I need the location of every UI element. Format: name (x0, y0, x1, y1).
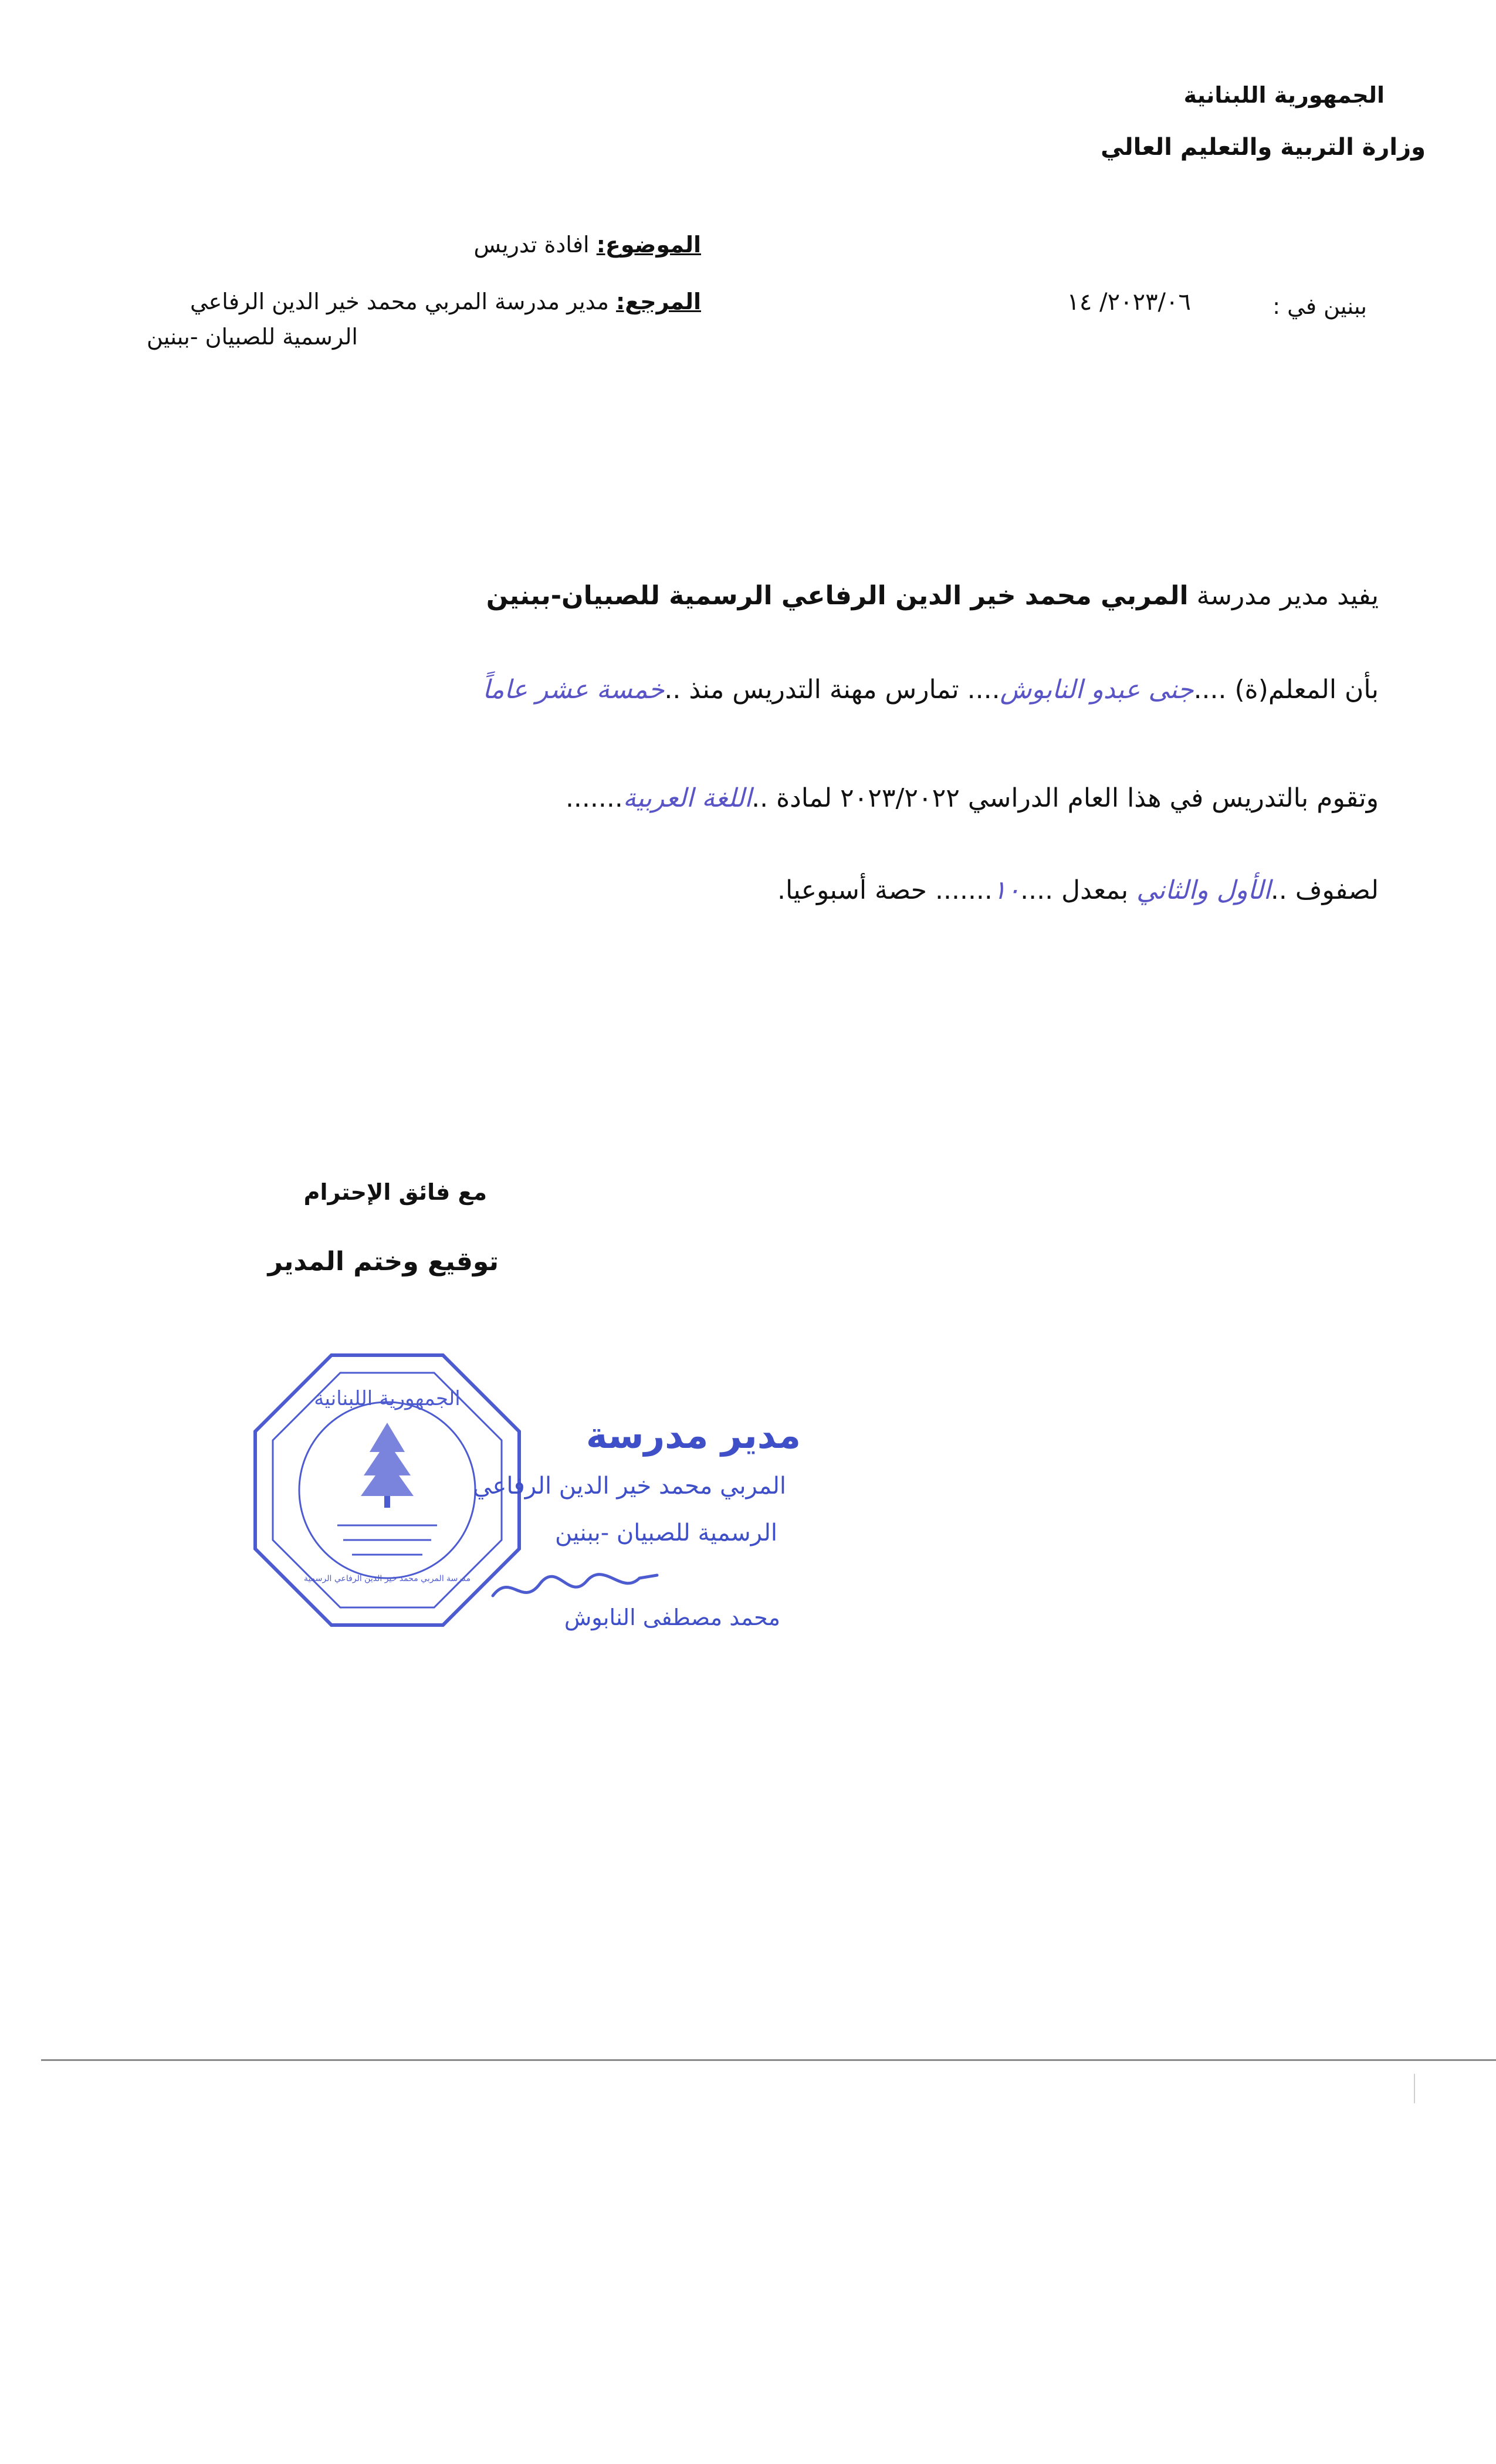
page-divider (41, 2059, 1496, 2061)
dotted-leader: .. (664, 675, 681, 705)
profession-text: تمارس مهنة التدريس منذ (689, 675, 959, 705)
dotted-leader: .. (752, 783, 769, 813)
stamp-school-line: المربي محمد خير الدين الرفاعي (473, 1473, 786, 1500)
teaching-year-text: وتقوم بالتدريس في هذا العام الدراسي ٢٠٢٣/٢٠٢٢ لمادة (776, 783, 1379, 813)
body-line-4 (777, 875, 1379, 905)
signature-label: توقيع وختم المدير (268, 1247, 499, 1277)
regards-text: مع فائق الإحترام (303, 1179, 487, 1205)
reference-line1: مدير مدرسة المربي محمد خير الدين الرفاعي (189, 289, 609, 314)
stamp-director-name: محمد مصطفى النابوش (564, 1605, 780, 1630)
scan-mark (1414, 2074, 1415, 2103)
rate-label: بمعدل (1061, 875, 1129, 905)
dotted-leader: ....... (935, 875, 993, 905)
republic-title: الجمهورية اللبنانية (1183, 82, 1385, 108)
subject-value: افادة تدريس (473, 232, 590, 258)
body-line-3 (566, 783, 1379, 813)
weekly-text: حصة أسبوعيا. (777, 875, 927, 905)
school-intro: يفيد مدير مدرسة (1196, 581, 1379, 611)
dotted-leader: .... (967, 675, 1000, 705)
dotted-leader: .... (1020, 875, 1054, 905)
seal-ring-text: الجمهورية اللبنانية (314, 1387, 461, 1410)
subject-handwritten: اللغة العربية (622, 783, 752, 813)
reference-line (190, 289, 701, 314)
reference-label: المرجع: (616, 289, 701, 314)
years-handwritten: خمسة عشر عاماً (482, 675, 665, 705)
subject-line (474, 232, 702, 258)
cedar-icon (361, 1423, 414, 1496)
signature-scribble (487, 1561, 663, 1613)
date-place: ببنين في : (1272, 293, 1367, 319)
subject-label: الموضوع: (596, 232, 701, 258)
stamp-title: مدير مدرسة (585, 1414, 801, 1457)
body-line-2 (482, 675, 1379, 705)
reference-line2: الرسمية للصبيان -ببنين (146, 324, 358, 350)
teacher-name: جنى عبدو النابوش (1000, 675, 1194, 705)
school-name: المربي محمد خير الدين الرفاعي الرسمية للصبيان-ببنين (486, 581, 1189, 611)
classes-handwritten: الأول والثاني (1136, 875, 1271, 905)
hours-handwritten: ١٠ (992, 875, 1021, 905)
classes-label: لصفوف (1295, 875, 1379, 905)
teacher-label: بأن المعلم(ة) (1234, 675, 1379, 705)
stamp-school-line2: الرسمية للصبيان -ببنين (554, 1519, 777, 1546)
dotted-leader: .... (1193, 675, 1227, 705)
date-value: ٢٠٢٣/٠٦/ ١٤ (1067, 289, 1191, 316)
dotted-leader: ....... (565, 783, 623, 813)
dotted-leader: .. (1270, 875, 1287, 905)
body-line-1 (486, 581, 1379, 611)
seal-inner-text: مدرسة المربي محمد خير الدين الرفاعي الرسمية (303, 1574, 471, 1583)
ministry-title: وزارة التربية والتعليم العالي (1101, 134, 1426, 161)
